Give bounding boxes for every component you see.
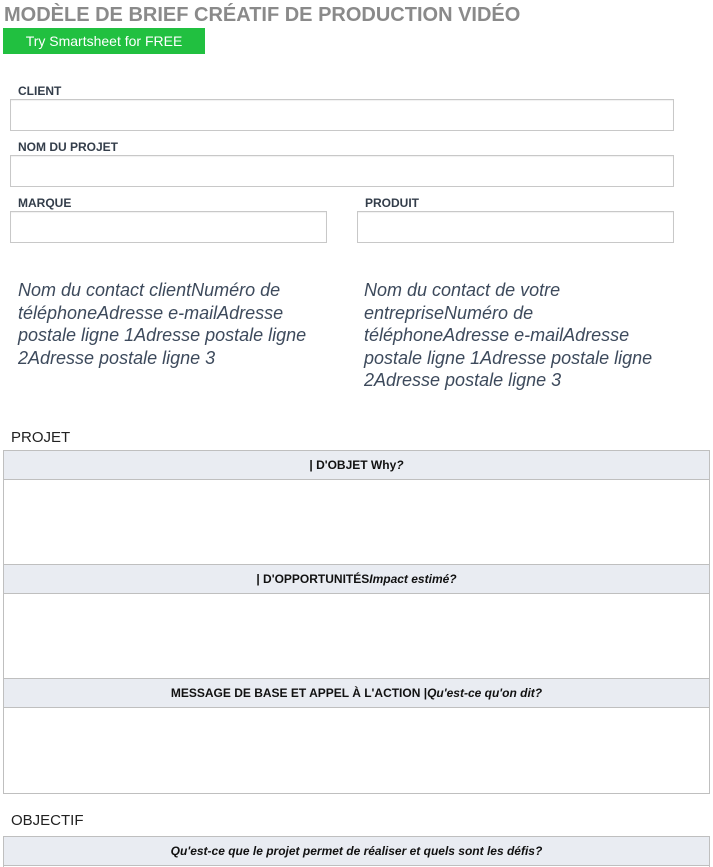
objective-table — [3, 836, 710, 867]
product-label: PRODUIT — [365, 196, 419, 210]
try-smartsheet-button[interactable]: Try Smartsheet for FREE — [3, 28, 205, 54]
client-label: CLIENT — [18, 84, 62, 98]
opportunity-content-area[interactable] — [4, 594, 709, 679]
client-contact-block: Nom du contact clientNuméro de téléphoneAdresse e-mailAdresse postale ligne 1Adresse postale ligne 2Adresse postale ligne 3 — [18, 280, 307, 368]
purpose-header — [4, 451, 709, 480]
core-message-content-area[interactable] — [4, 708, 709, 793]
company-contact-block: Nom du contact de votre entrepriseNuméro de téléphoneAdresse e-mailAdresse postale ligne 1Adresse postale ligne 2Adresse postale ligne 3 — [364, 280, 653, 390]
objective-section-title: OBJECTIF — [11, 812, 84, 829]
opportunity-header-label: | D'OPPORTUNITÉS — [256, 572, 370, 586]
brand-label: MARQUE — [18, 196, 72, 210]
client-input[interactable] — [10, 99, 674, 131]
opportunity-header — [4, 565, 709, 594]
project-name-label: NOM DU PROJET — [18, 140, 119, 154]
core-message-header-label: MESSAGE DE BASE ET APPEL À L'ACTION | — [170, 686, 428, 700]
brand-input[interactable] — [10, 211, 327, 243]
purpose-header-hint: ? — [396, 458, 404, 472]
purpose-header-label: | D'OBJET Why — [309, 458, 397, 472]
purpose-content-area[interactable] — [4, 480, 709, 565]
project-name-input[interactable] — [10, 155, 674, 187]
page-title: MODÈLE DE BRIEF CRÉATIF DE PRODUCTION VIDÉO — [4, 4, 521, 26]
opportunity-header-hint: Impact estimé? — [369, 572, 457, 586]
core-message-header — [4, 679, 709, 708]
project-section-title: PROJET — [11, 429, 71, 446]
project-table — [3, 450, 710, 794]
objective-header — [4, 837, 709, 866]
objective-header-hint: Qu'est-ce que le projet permet de réaliser et quels sont les défis? — [170, 844, 543, 858]
core-message-header-hint: Qu'est-ce qu'on dit? — [427, 686, 543, 700]
product-input[interactable] — [357, 211, 674, 243]
